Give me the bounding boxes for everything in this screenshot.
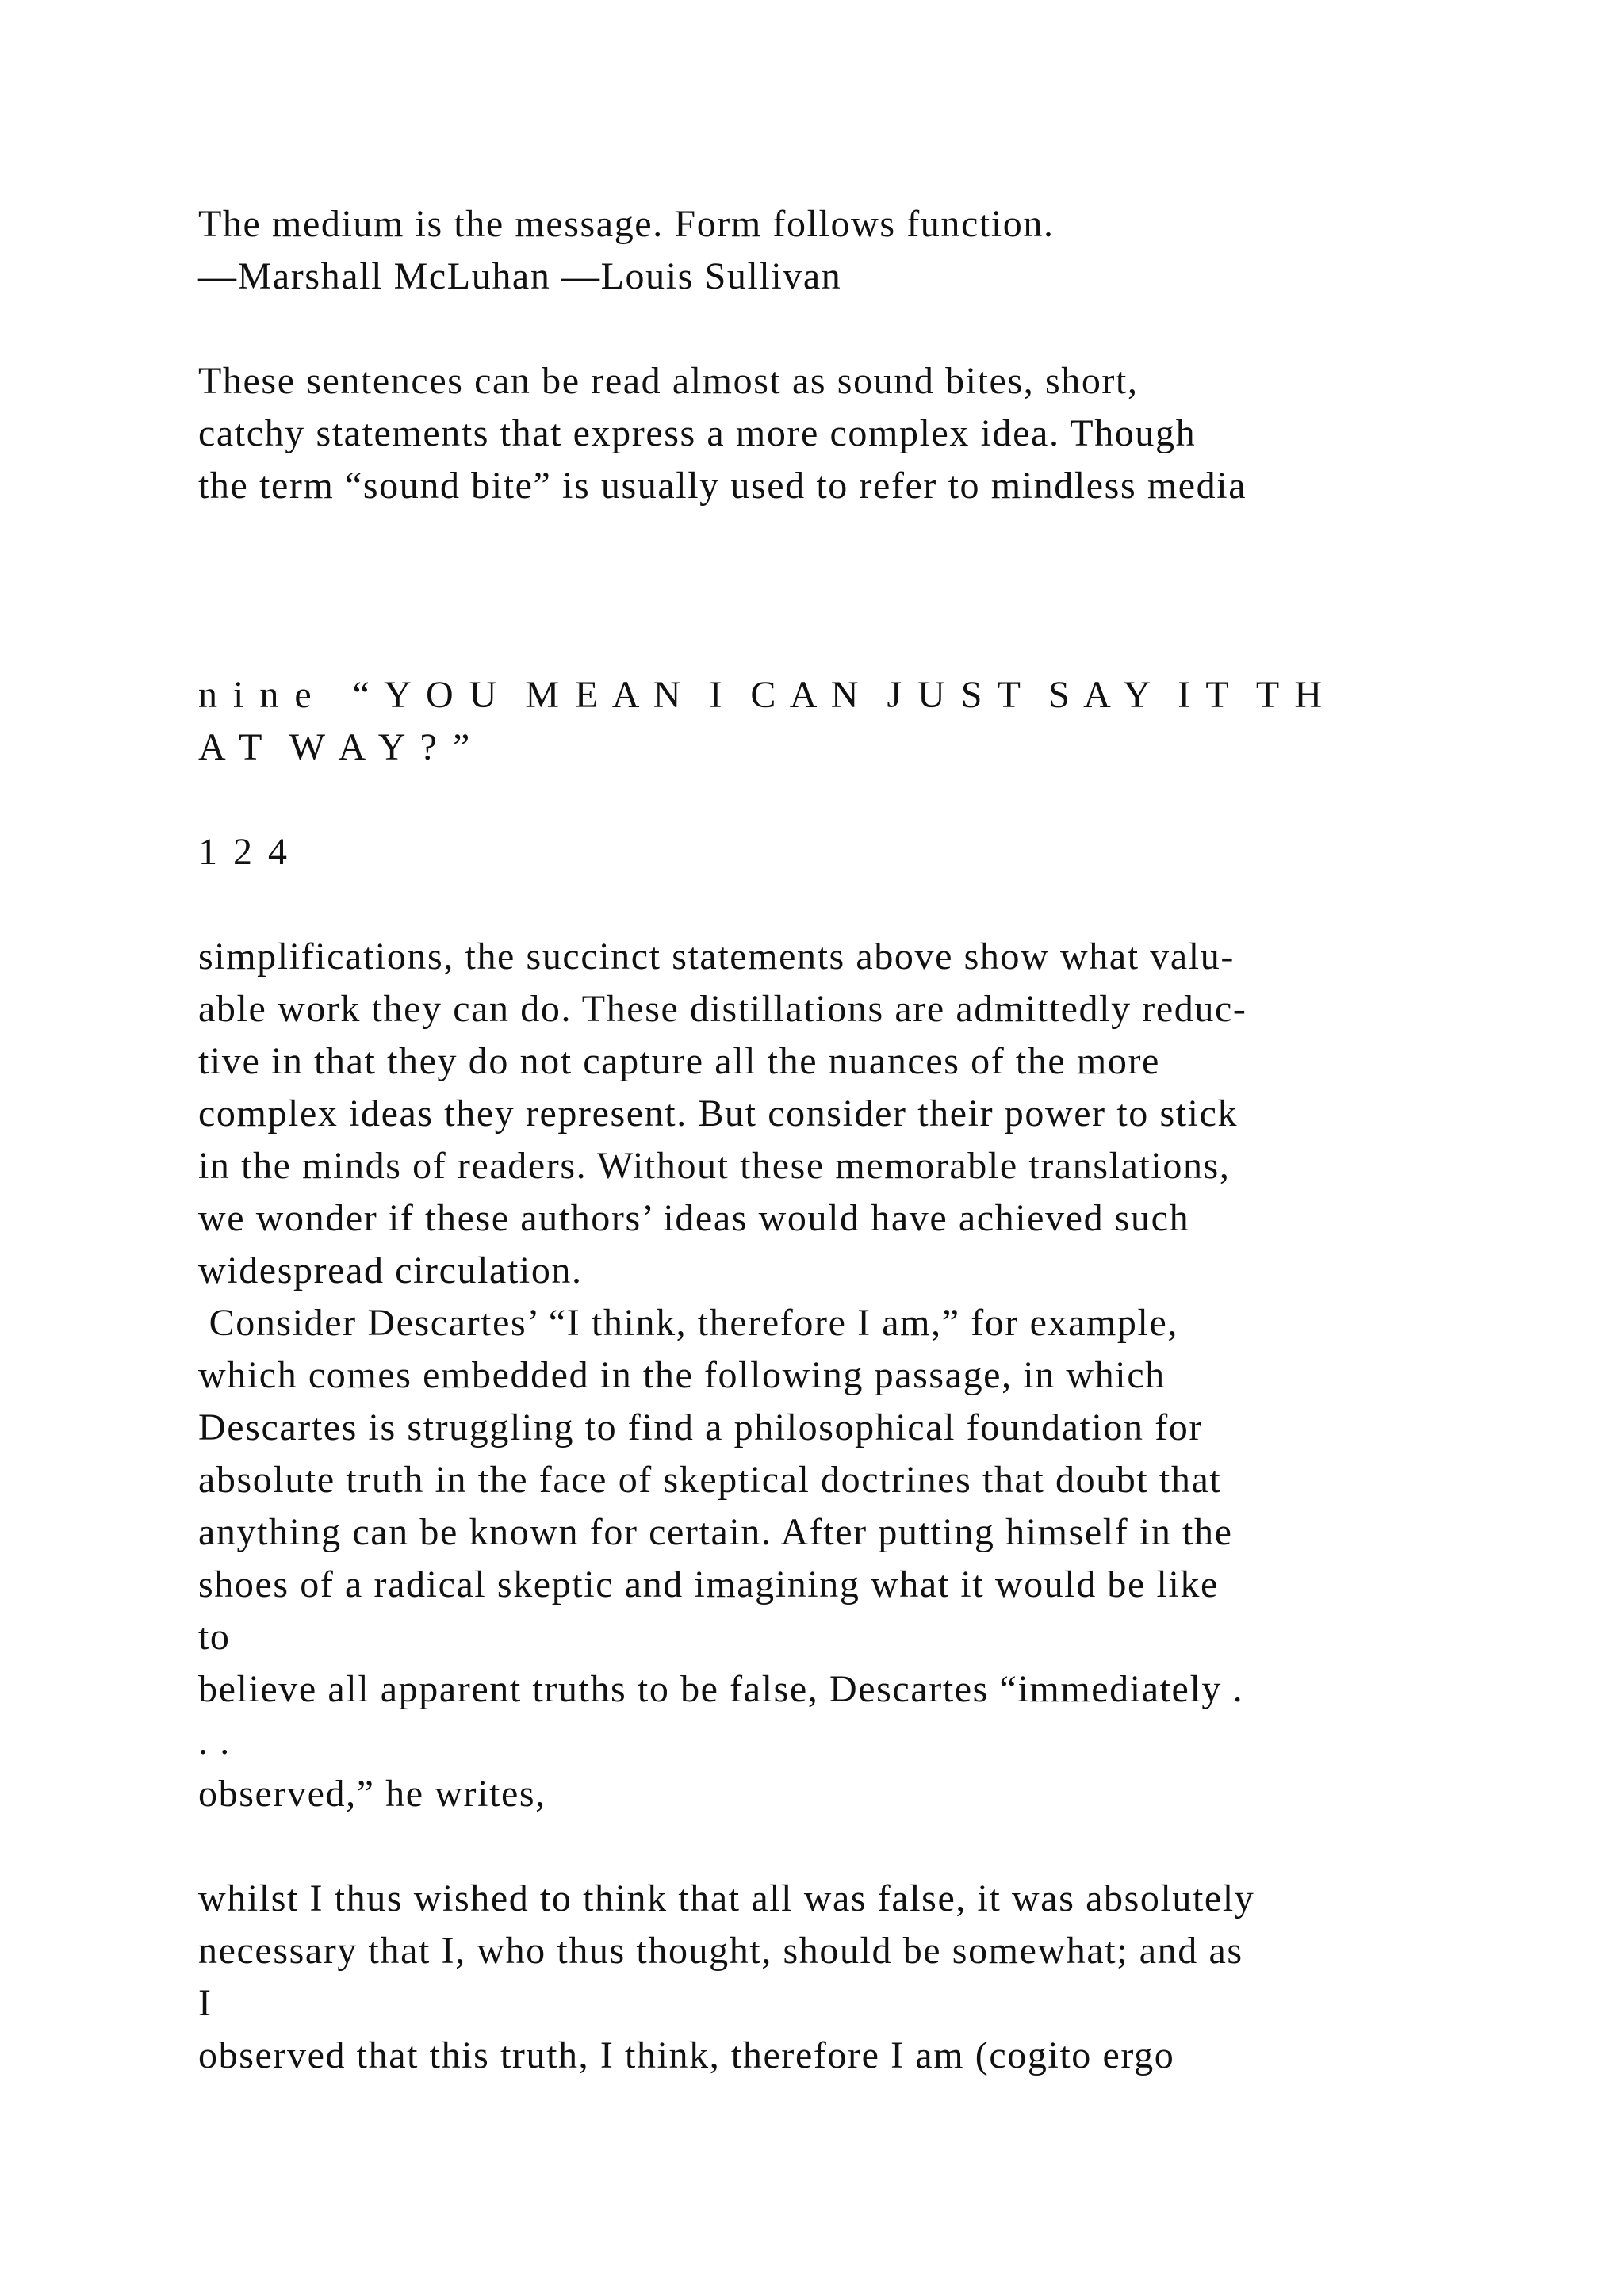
paragraph-line: catchy statements that express a more complex idea. Though <box>198 412 1197 454</box>
paragraph-line: widespread circulation. <box>198 1249 583 1292</box>
paragraph-line: These sentences can be read almost as sound bites, short, <box>198 360 1139 402</box>
paragraph-line: we wonder if these authors’ ideas would have achieved such <box>198 1197 1190 1239</box>
quote-line: observed that this truth, I think, therefore I am (cogito ergo <box>198 2034 1175 2076</box>
page-number: 1 2 4 <box>198 831 290 873</box>
paragraph-line: absolute truth in the face of skeptical doctrines that doubt that <box>198 1459 1222 1501</box>
paragraph-line: able work they can do. These distillations are admittedly reduc- <box>198 988 1247 1030</box>
paragraph-line: simplifications, the succinct statements above show what valu- <box>198 936 1235 978</box>
epigraph-line-1: The medium is the message. Form follows function. <box>198 203 1055 245</box>
quote-line: necessary that I, who thus thought, should be somewhat; and as <box>198 1930 1243 1972</box>
paragraph-line: complex ideas they represent. But consider their power to stick <box>198 1093 1239 1135</box>
running-header-line-2: A T W A Y ? ” <box>198 726 473 768</box>
running-header-line-1: n i n e “ Y O U M E A N I C A N J U S T S A Y I T T H <box>198 674 1326 716</box>
epigraph-line-2: —Marshall McLuhan —Louis Sullivan <box>198 255 842 297</box>
paragraph-line: observed,” he writes, <box>198 1773 546 1815</box>
paragraph-line: in the minds of readers. Without these memorable translations, <box>198 1145 1231 1187</box>
paragraph-line: shoes of a radical skeptic and imagining what it would be like <box>198 1563 1219 1605</box>
paragraph-line: . . <box>198 1720 231 1762</box>
paragraph-line: Consider Descartes’ “I think, therefore I am,” for example, <box>198 1302 1178 1344</box>
paragraph-line: tive in that they do not capture all the nuances of the more <box>198 1040 1160 1082</box>
paragraph-line: the term “sound bite” is usually used to refer to mindless media <box>198 465 1247 507</box>
paragraph-line: anything can be known for certain. After putting himself in the <box>198 1511 1233 1553</box>
quote-line: I <box>198 1982 213 2024</box>
paragraph-line: believe all apparent truths to be false, Descartes “immediately . <box>198 1668 1244 1710</box>
paragraph-line: which comes embedded in the following passage, in which <box>198 1354 1166 1396</box>
quote-line: whilst I thus wished to think that all was false, it was absolutely <box>198 1877 1255 1919</box>
paragraph-line: to <box>198 1616 231 1658</box>
paragraph-line: Descartes is struggling to find a philosophical foundation for <box>198 1406 1203 1448</box>
